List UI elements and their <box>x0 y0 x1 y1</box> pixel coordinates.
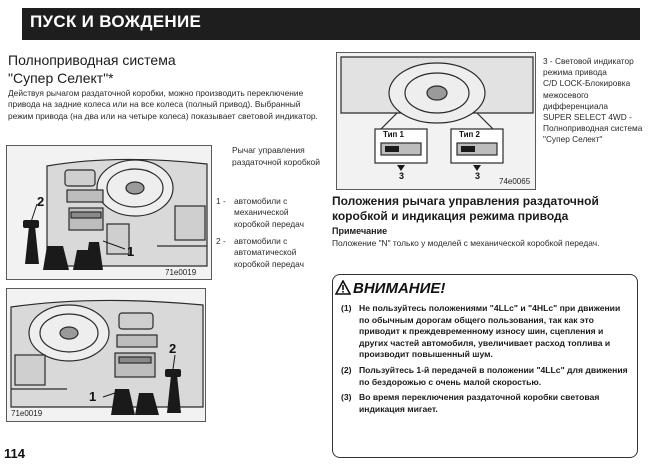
warning-item <box>341 365 633 388</box>
warning-item-text: Пользуйтесь 1-й передачей в положении "4LLc" для движения по бездорожью с очень малой скоростью. <box>359 364 628 387</box>
warning-item-num: (1) <box>341 303 352 313</box>
figure-code-top: 71e0019 <box>165 268 197 277</box>
intro-paragraph: Действуя рычагом раздаточной коробки, можно производить переключение привода на задние колеса или на все колеса (полный привод). Выбранный режим привода (на два или на четыре колеса) показывает световой индикатор. <box>8 88 318 121</box>
section-title-line2: "Супер Селект"* <box>8 70 114 86</box>
warning-item-text: Не пользуйтесь положениями "4LLc" и "4HLc" при движении по обычным дорогам общего пользования, так как это приводит к преждевременному износу шин, сцепления и других частей автомобиля, увеличивает расход топлива и производит повышенный шум. <box>359 303 621 360</box>
dashboard-illustration-top <box>7 146 212 280</box>
warning-item <box>341 392 633 415</box>
type1-label: Тип 1 <box>383 130 405 139</box>
warning-box <box>332 274 638 458</box>
warning-item-text: Во время переключения раздаточной коробки световая индикация мигает. <box>359 392 600 414</box>
indicator-illustration <box>337 53 536 190</box>
right-legend-item: SUPER SELECT 4WD - Полноприводная система "Супер Селект" <box>543 112 643 145</box>
page-header-title: ПУСК И ВОЖДЕНИЕ <box>30 12 202 31</box>
lever-legend-2 <box>216 236 320 282</box>
callout-3-type1: 3 <box>399 171 405 181</box>
callout-3-type2: 3 <box>475 171 481 181</box>
page-number: 114 <box>4 446 25 461</box>
lever-legend-1-num: 1 - <box>216 196 226 206</box>
lever-legend-2-num: 2 - <box>216 236 226 246</box>
note-title: Примечание <box>332 226 388 236</box>
positions-title: Положения рычага управления раздаточной коробкой и индикация режима привода <box>332 194 599 223</box>
warning-item <box>341 303 633 361</box>
lever-caption: Рычаг управления раздаточной коробкой <box>232 145 321 167</box>
section-title <box>8 51 328 87</box>
figure-dashboard-top <box>6 145 212 280</box>
figure-code-bottom: 71e0019 <box>11 409 43 418</box>
right-legend-item: 3 - Световой индикатор режима привода <box>543 56 634 78</box>
figure-indicator <box>336 52 536 190</box>
callout-2-top: 2 <box>37 194 45 209</box>
figure-code-right: 74e0065 <box>499 177 531 186</box>
warning-list <box>341 303 633 419</box>
lever-legend-2-text: автомобили с автоматической коробкой передач <box>234 236 304 269</box>
warning-item-num: (2) <box>341 364 352 375</box>
warning-triangle-icon <box>335 280 351 295</box>
figure-dashboard-bottom <box>6 288 206 422</box>
callout-1-top: 1 <box>127 244 135 259</box>
right-legend <box>543 56 647 146</box>
type2-label: Тип 2 <box>459 130 481 139</box>
note-text: Положение "N" только у моделей с механической коробкой передач. <box>332 238 600 248</box>
warning-item-num: (3) <box>341 392 352 403</box>
warning-title: ВНИМАНИЕ! <box>353 280 446 297</box>
callout-1-bottom: 1 <box>89 389 97 404</box>
page-header <box>22 8 640 40</box>
callout-2-bottom: 2 <box>169 341 177 356</box>
section-title-line1: Полноприводная система <box>8 52 176 68</box>
lever-legend-1-text: автомобили с механической коробкой передач <box>234 196 304 229</box>
right-legend-item: C/D LOCK-Блокировка межосевого дифференциала <box>543 78 631 111</box>
